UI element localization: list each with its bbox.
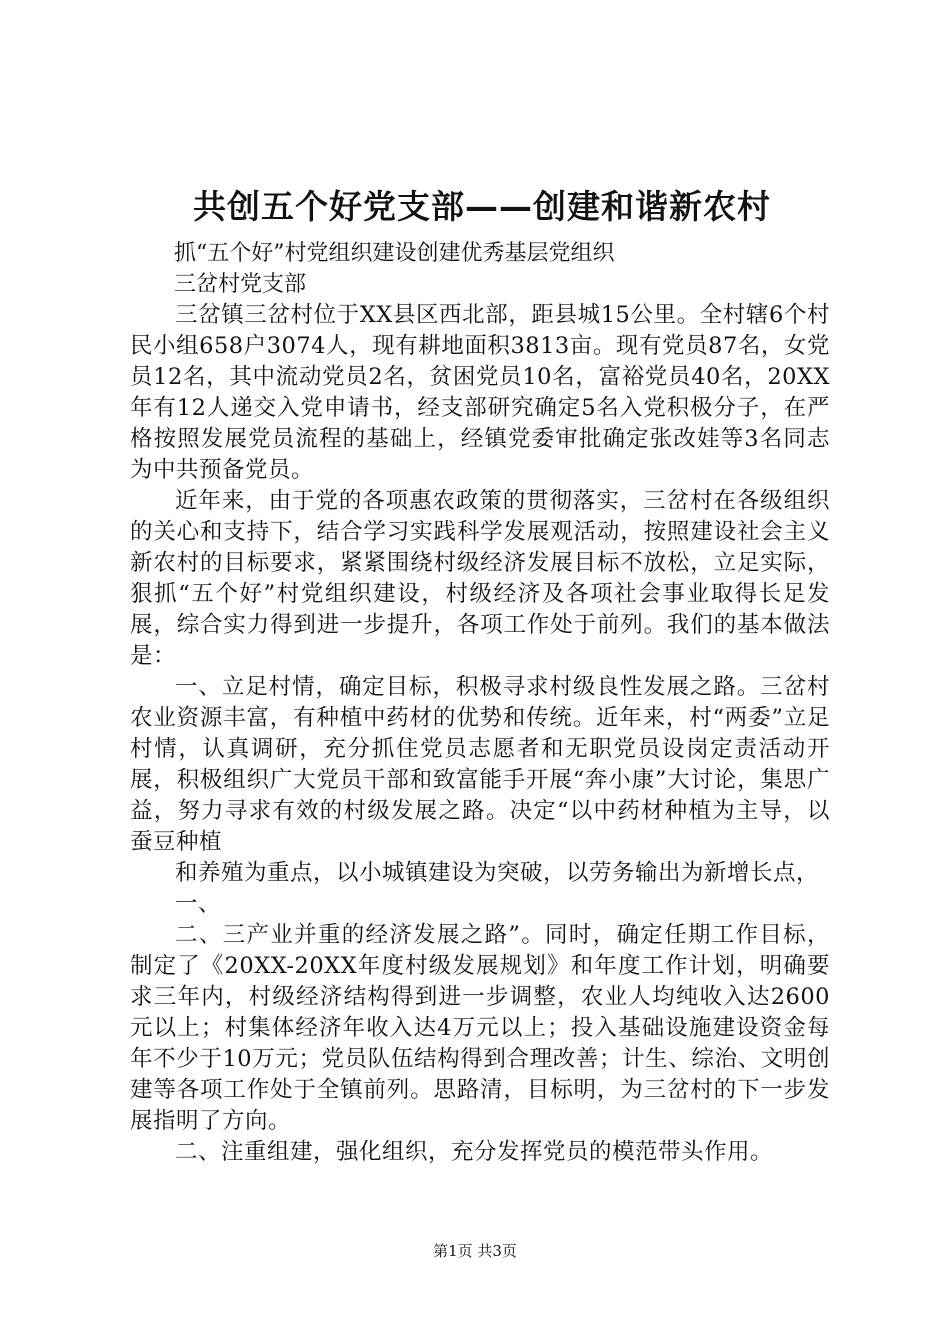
paragraph-plan: 二、三产业并重的经济发展之路”。同时，确定任期工作目标，制定了《20XX-20XX年度村级发展规划》和年度工作计划，明确要求三年内，村级经济结构得到进一步调整，农业人均纯收入达2600元以上；村集体经济年收入达4万元以上；投入基础设施建设资金每年不少于10万元；党员队伍结构得到合理改善；计生、综治、文明创建等各项工作处于全镇前列。思路清，目标明，为三岔村的下一步发展指明了方向。 <box>130 922 830 1134</box>
document-title: 共创五个好党支部——创建和谐新农村 <box>193 187 771 226</box>
paragraph-background: 近年来，由于党的各项惠农政策的贯彻落实，三岔村在各级组织的关心和支持下，结合学习实践科学发展观活动，按照建设社会主义新农村的目标要求，紧紧围绕村级经济发展目标不放松，立足实际，狠抓“五个好”村党组织建设，村级经济及各项社会事业取得长足发展，综合实力得到进一步提升，各项工作处于前列。我们的基本做法是： <box>130 488 830 669</box>
paragraph-continuation: 和养殖为重点，以小城镇建设为突破，以劳务输出为新增长点， <box>175 860 820 886</box>
paragraph-fragment: 一、 <box>175 891 222 917</box>
document-author: 三岔村党支部 <box>174 272 307 297</box>
page-footer: 第1页 共3页 <box>433 1242 517 1260</box>
document-page <box>130 182 830 1168</box>
document-subtitle: 抓“五个好”村党组织建设创建优秀基层党组织 <box>174 241 615 266</box>
paragraph-section-1: 一、立足村情，确定目标，积极寻求村级良性发展之路。三岔村农业资源丰富，有种植中药材的优势和传统。近年来，村“两委”立足村情，认真调研，充分抓住党员志愿者和无职党员设岗定责活动开展，积极组织广大党员干部和致富能手开展“奔小康”大讨论，集思广益，努力寻求有效的村级发展之路。决定“以中药材种植为主导，以蚕豆种植 <box>130 674 830 855</box>
paragraph-intro: 三岔镇三岔村位于XX县区西北部，距县城15公里。全村辖6个村民小组658户3074人，现有耕地面积3813亩。现有党员87名，女党员12名，其中流动党员2名，贫困党员10名，富裕党员40名，20XX年有12人递交入党申请书，经支部研究确定5名入党积极分子，在严格按照发展党员流程的基础上，经镇党委审批确定张改娃等3名同志为中共预备党员。 <box>130 302 830 483</box>
paragraph-section-2: 二、注重组建，强化组织，充分发挥党员的模范带头作用。 <box>175 1139 774 1165</box>
